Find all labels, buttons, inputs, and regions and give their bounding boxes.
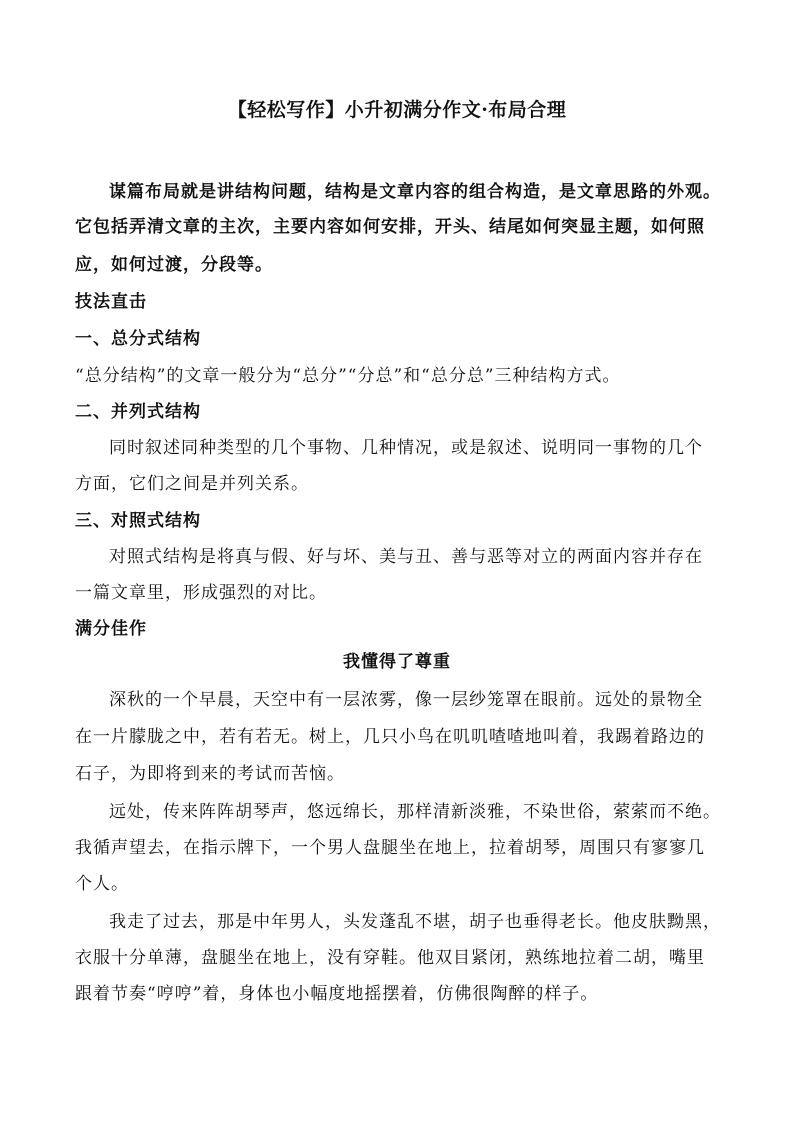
- document-title: 【轻松写作】小升初满分作文·布局合理: [227, 99, 567, 121]
- essay-para2-line-3: 个人。: [75, 874, 129, 894]
- part2-heading: 二、并列式结构: [75, 402, 201, 422]
- section-heading-example: 满分佳作: [75, 619, 147, 639]
- part2-line-2: 方面，它们之间是并列关系。: [75, 474, 309, 494]
- essay-para3-line-2: 衣服十分单薄，盘腿坐在地上，没有穿鞋。他双目紧闭，熟练地拉着二胡，嘴里: [75, 948, 705, 968]
- essay-title: 我懂得了尊重: [343, 652, 451, 672]
- essay-para1-line-1: 深秋的一个早晨，天空中有一层浓雾，像一层纱笼罩在眼前。远处的景物全: [109, 690, 703, 710]
- essay-para1-line-3: 石子，为即将到来的考试而苦恼。: [75, 764, 345, 784]
- part3-line-1: 对照式结构是将真与假、好与坏、美与丑、善与恶等对立的两面内容并存在: [109, 547, 703, 567]
- intro-line-3: 应，如何过渡，分段等。: [75, 255, 273, 275]
- section-heading-skills: 技法直击: [75, 292, 147, 312]
- intro-line-2: 它包括弄清文章的主次，主要内容如何安排，开头、结尾如何突显主题，如何照: [75, 217, 705, 237]
- essay-para1-line-2: 在一片朦胧之中，若有若无。树上，几只小鸟在叽叽喳喳地叫着，我踢着路边的: [75, 727, 705, 747]
- essay-para3-line-1: 我走了过去，那是中年男人，头发蓬乱不堪，胡子也垂得老长。他皮肤黝黑，: [109, 912, 721, 932]
- intro-line-1: 谋篇布局就是讲结构问题，结构是文章内容的组合构造，是文章思路的外观。: [109, 182, 721, 202]
- part2-line-1: 同时叙述同种类型的几个事物、几种情况，或是叙述、说明同一事物的几个: [109, 438, 703, 458]
- essay-para3-line-3: 跟着节奏“哼哼”着，身体也小幅度地摇摆着，仿佛很陶醉的样子。: [75, 984, 599, 1004]
- essay-para2-line-2: 我循声望去，在指示牌下，一个男人盘腿坐在地上，拉着胡琴，周围只有寥寥几: [75, 838, 705, 858]
- part1-line-1: “总分结构”的文章一般分为“总分”“分总”和“总分总”三种结构方式。: [75, 366, 621, 386]
- part3-heading: 三、对照式结构: [75, 511, 201, 531]
- part3-line-2: 一篇文章里，形成强烈的对比。: [75, 583, 327, 603]
- essay-para2-line-1: 远处，传来阵阵胡琴声，悠远绵长，那样清新淡雅，不染世俗，萦萦而不绝。: [109, 802, 721, 822]
- part1-heading: 一、总分式结构: [75, 329, 201, 349]
